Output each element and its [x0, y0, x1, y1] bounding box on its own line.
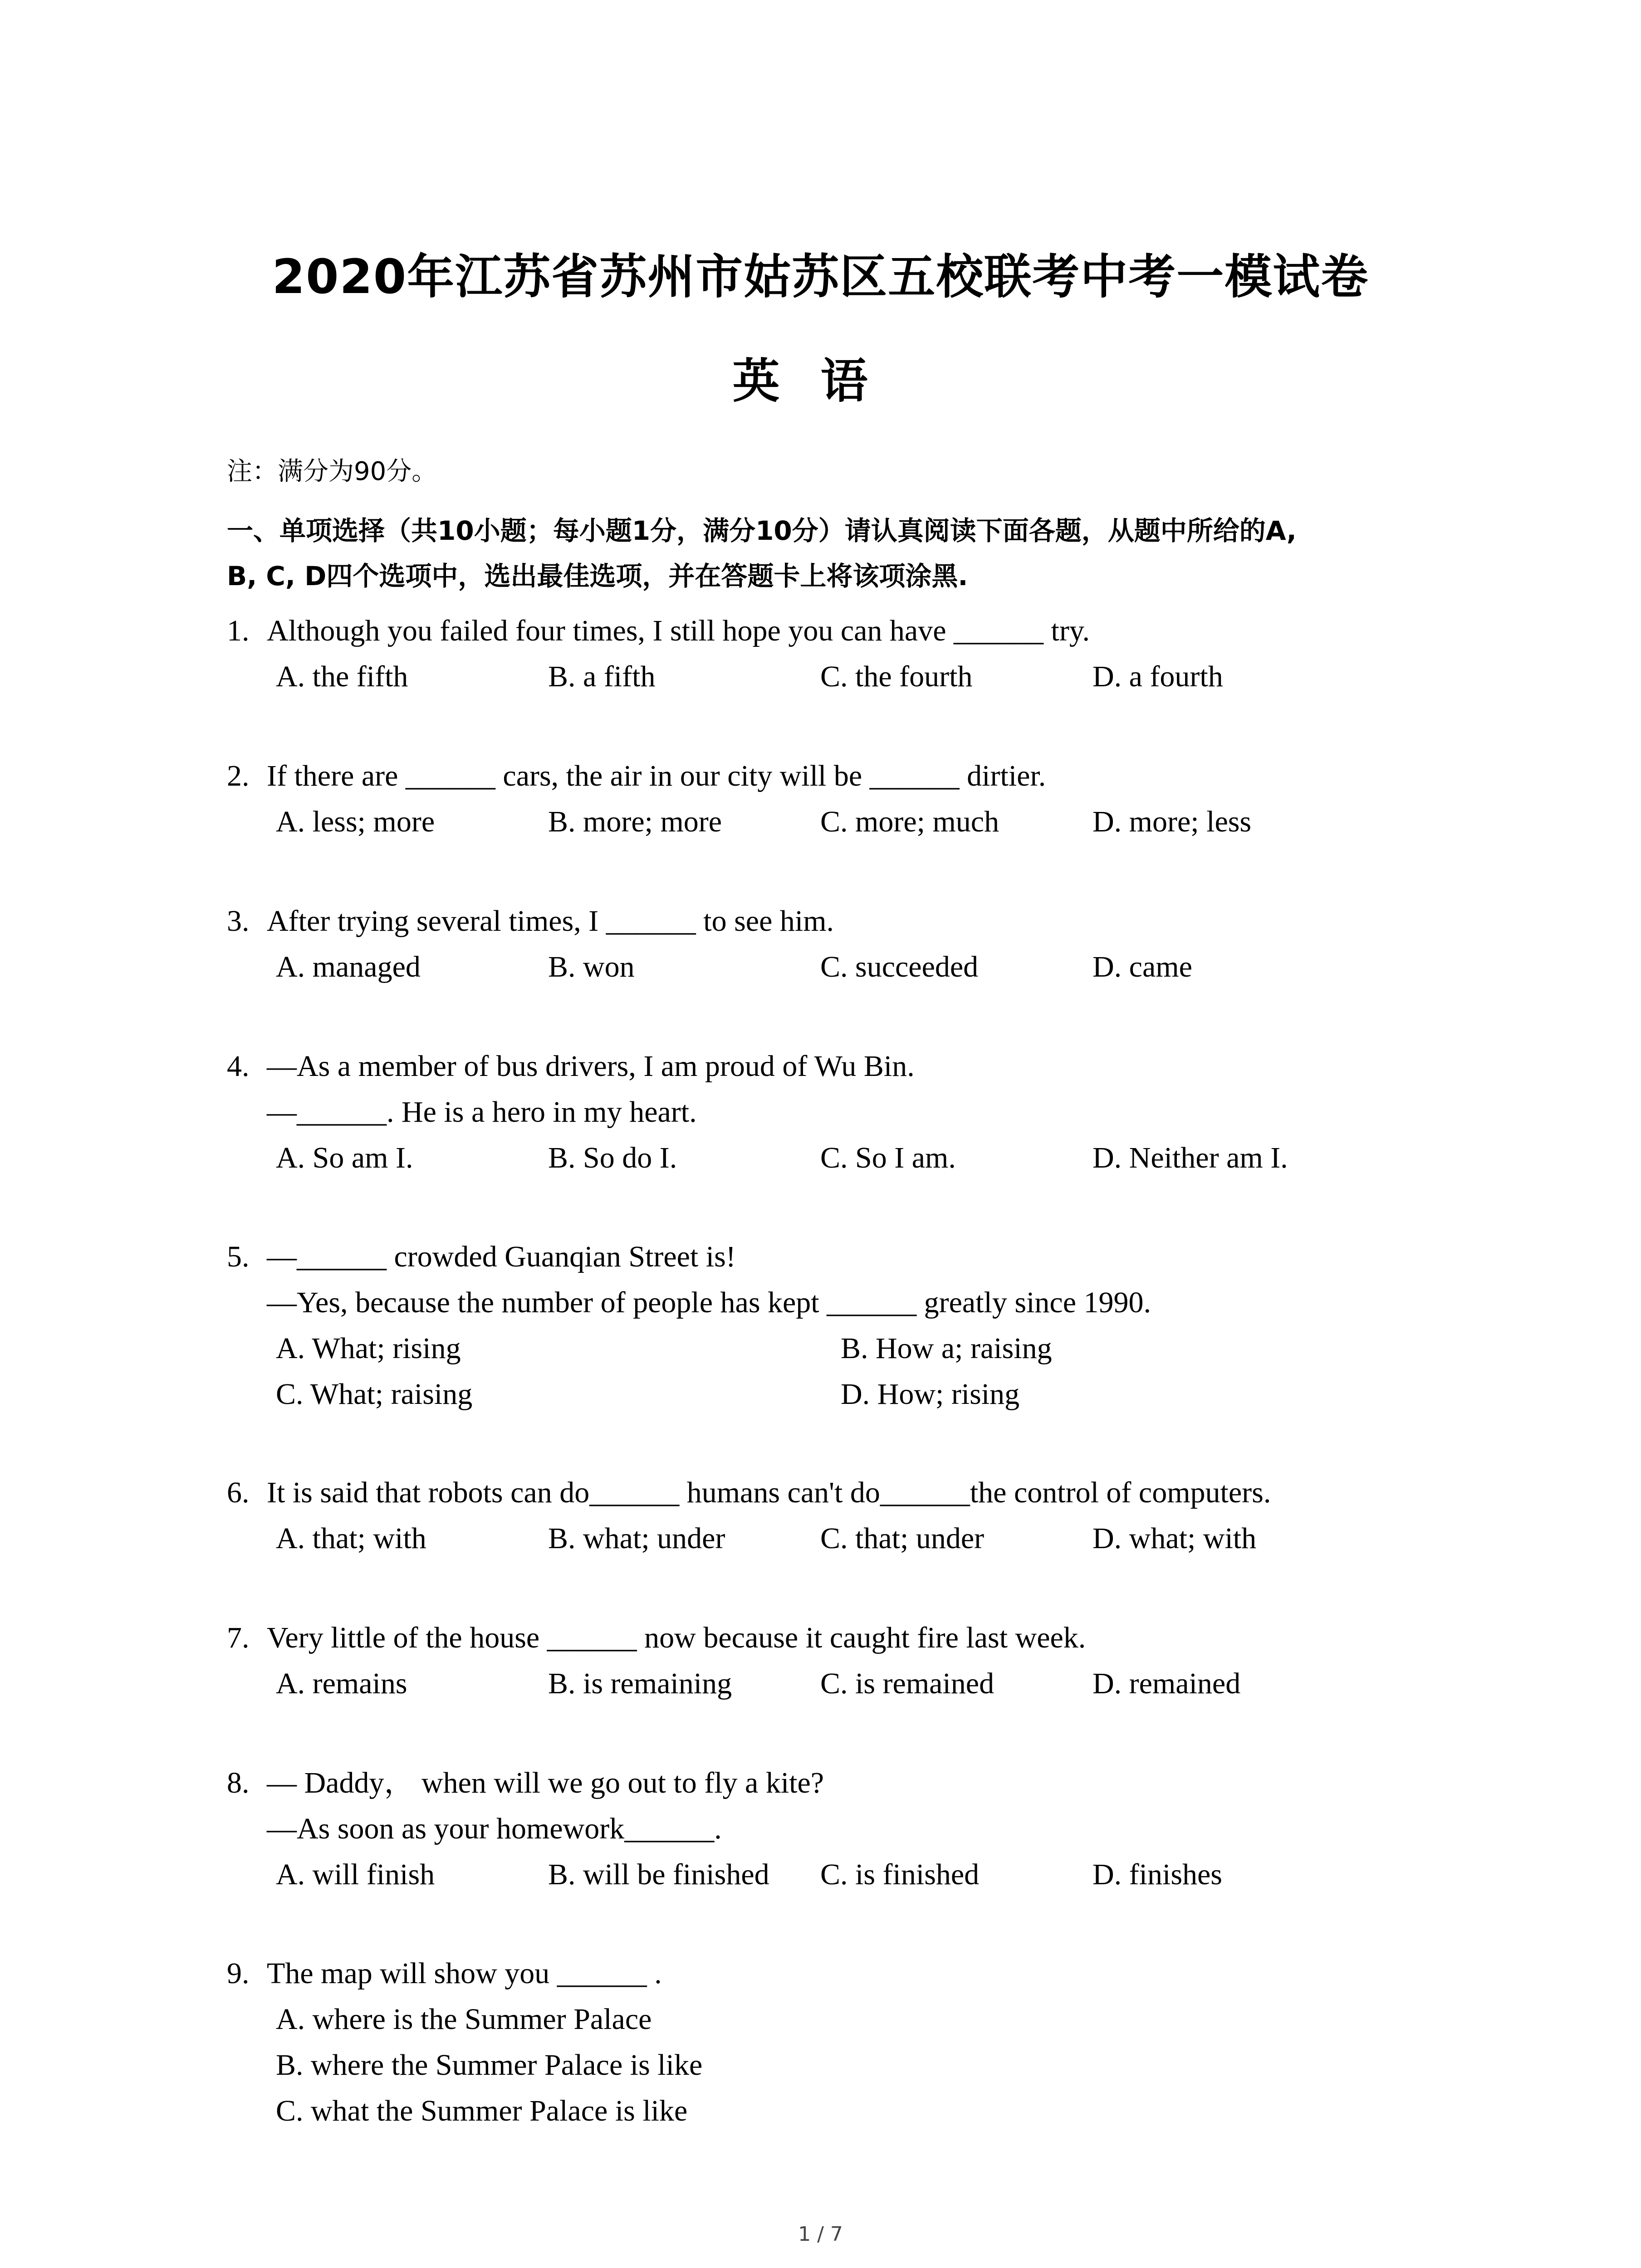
page-number: 1 / 7: [798, 2223, 843, 2246]
question-number: 8.: [227, 1766, 250, 1799]
option-c: C. more; much: [820, 805, 999, 838]
option-a: A. where is the Summer Palace: [276, 2003, 652, 2036]
question-stem: —______ crowded Guanqian Street is!: [267, 1240, 736, 1273]
option-b: B. more; more: [548, 805, 722, 838]
option-a: A. What; rising: [276, 1332, 461, 1365]
option-c: C. succeeded: [820, 950, 979, 983]
question-number: 1.: [227, 614, 250, 647]
option-c: C. is finished: [820, 1858, 980, 1891]
option-a: A. remains: [276, 1667, 407, 1700]
question-number: 2.: [227, 759, 250, 792]
question-9: [227, 1950, 1497, 2134]
question-number: 7.: [227, 1621, 250, 1654]
option-a: A. managed: [276, 950, 421, 983]
question-6: [227, 1470, 1497, 1561]
question-7: [227, 1615, 1497, 1706]
section-heading-line-2: B, C, D四个选项中，选出最佳选项，并在答题卡上将该项涂黑.: [227, 561, 968, 591]
question-stem-line-2: —Yes, because the number of people has kept ______ greatly since 1990.: [267, 1286, 1151, 1319]
question-number: 5.: [227, 1240, 250, 1273]
option-b: B. is remaining: [548, 1667, 732, 1700]
options-row: [227, 1371, 1497, 1417]
option-c: C. the fourth: [820, 660, 973, 693]
option-c: C. What; raising: [276, 1378, 473, 1411]
option-a: A. the fifth: [276, 660, 408, 693]
option-c: C. what the Summer Palace is like: [276, 2094, 688, 2127]
option-b: B. what; under: [548, 1522, 725, 1555]
option-d: D. more; less: [1092, 805, 1252, 838]
question-stem: —As a member of bus drivers, I am proud of Wu Bin.: [267, 1050, 915, 1083]
question-number: 4.: [227, 1050, 250, 1083]
question-stem-line-2: —As soon as your homework______.: [267, 1812, 722, 1845]
option-c: C. So I am.: [820, 1141, 956, 1174]
option-d: D. remained: [1092, 1667, 1241, 1700]
question-stem: Very little of the house ______ now because it caught fire last week.: [267, 1621, 1086, 1654]
options-row: [227, 1852, 1497, 1897]
question-stem: If there are ______ cars, the air in our city will be ______ dirtier.: [267, 759, 1046, 792]
options-row: [227, 654, 1497, 699]
question-number: 9.: [227, 1957, 250, 1990]
options-row: [227, 1325, 1497, 1371]
options-row: [227, 799, 1497, 845]
option-c: C. that; under: [820, 1522, 985, 1555]
question-stem-line-2: —______. He is a hero in my heart.: [267, 1095, 697, 1129]
question-5: [227, 1234, 1497, 1417]
option-b: B. So do I.: [548, 1141, 677, 1174]
options-row: [227, 944, 1497, 990]
section-heading-line-1: 一、单项选择（共10小题；每小题1分，满分10分）请认真阅读下面各题，从题中所给的A,: [227, 515, 1297, 546]
question-2: [227, 753, 1497, 845]
option-d: D. How; rising: [841, 1378, 1020, 1411]
question-1: [227, 608, 1497, 699]
option-b: B. How a; raising: [841, 1332, 1052, 1365]
option-d: D. finishes: [1092, 1858, 1222, 1891]
options-row: [227, 1135, 1497, 1181]
question-stem: — Daddy， when will we go out to fly a kite?: [267, 1766, 824, 1799]
option-b: B. where the Summer Palace is like: [276, 2048, 703, 2082]
options-row: [227, 1515, 1497, 1561]
question-number: 6.: [227, 1476, 250, 1509]
option-d: D. Neither am I.: [1092, 1141, 1288, 1174]
score-note: 注：满分为90分。: [227, 457, 437, 486]
option-a: A. that; with: [276, 1522, 426, 1555]
options-row: [227, 1661, 1497, 1706]
option-a: A. will finish: [276, 1858, 435, 1891]
question-8: [227, 1760, 1497, 1897]
option-b: B. a fifth: [548, 660, 656, 693]
question-stem: It is said that robots can do______ humans can't do______the control of computers.: [267, 1476, 1271, 1509]
option-d: D. a fourth: [1092, 660, 1223, 693]
question-stem: After trying several times, I ______ to see him.: [267, 904, 834, 938]
option-a: A. less; more: [276, 805, 435, 838]
question-3: [227, 898, 1497, 990]
option-d: D. what; with: [1092, 1522, 1257, 1555]
question-stem: Although you failed four times, I still hope you can have ______ try.: [267, 614, 1090, 647]
section-heading: [227, 508, 1452, 599]
option-d: D. came: [1092, 950, 1192, 983]
question-4: [227, 1043, 1497, 1181]
option-a: A. So am I.: [276, 1141, 413, 1174]
option-b: B. won: [548, 950, 635, 983]
question-number: 3.: [227, 904, 250, 938]
question-stem: The map will show you ______ .: [267, 1957, 662, 1990]
option-c: C. is remained: [820, 1667, 994, 1700]
exam-title: 2020年江苏省苏州市姑苏区五校联考中考一模试卷: [272, 249, 1369, 304]
subject-title: 英语: [732, 353, 909, 409]
option-b: B. will be finished: [548, 1858, 769, 1891]
